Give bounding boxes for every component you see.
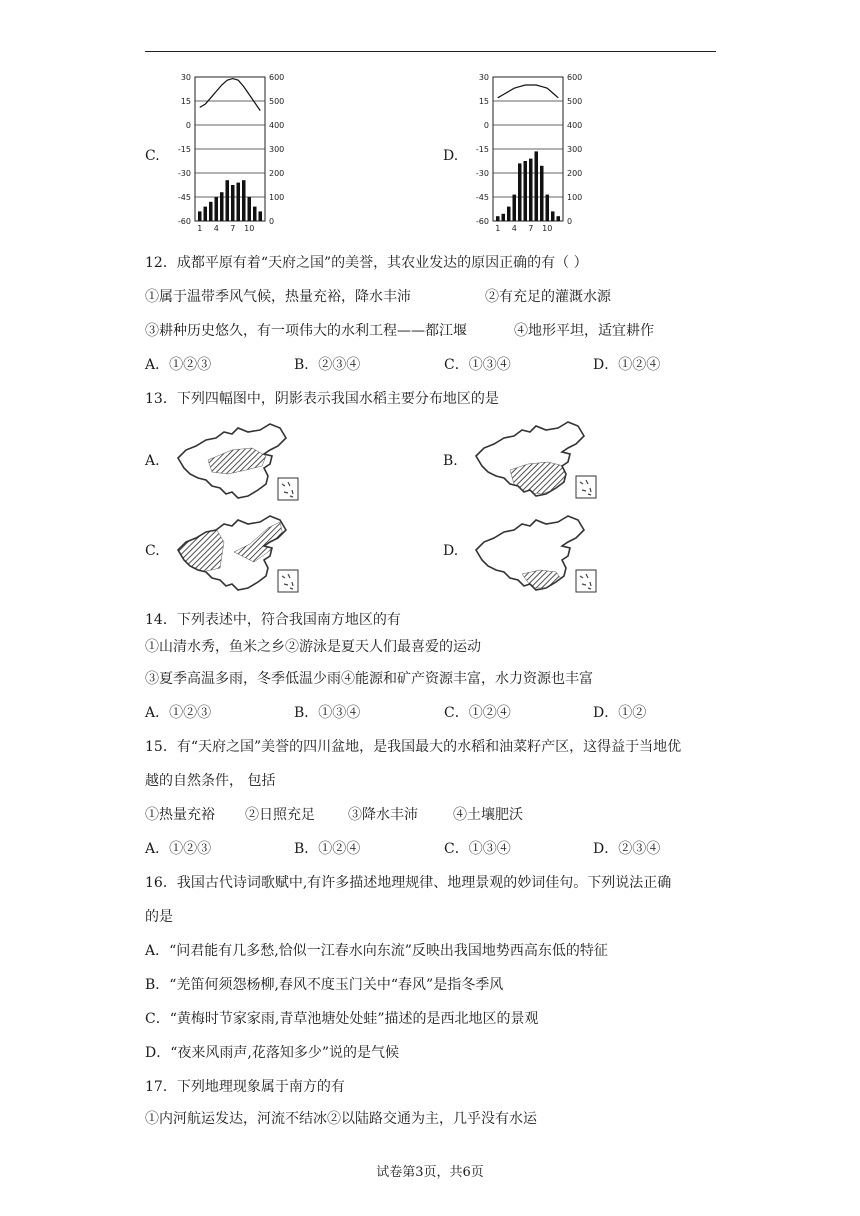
chart-c-precip-tick: 100 <box>269 193 285 202</box>
chart-c-precip-bar <box>258 211 262 221</box>
china-map-b <box>470 418 600 503</box>
map-b-inset-box <box>576 476 596 498</box>
china-map-a <box>172 420 302 505</box>
chart-c-precip-bar <box>220 192 224 221</box>
chart-d-precip-bar <box>523 161 527 221</box>
q14-stem: 14．下列表述中，符合我国南方地区的有 <box>145 612 401 628</box>
chart-d-month-tick: 7 <box>528 224 534 233</box>
chart-c-precip-bar <box>203 207 207 221</box>
q12-option-c[interactable]: C．①③④ <box>444 357 511 373</box>
chart-c-temp-tick: -45 <box>177 193 191 202</box>
q17-stem: 17．下列地理现象属于南方的有 <box>145 1079 345 1095</box>
chart-c-temp-tick: 30 <box>180 73 191 82</box>
q15-stem-line-2: 越的自然条件， 包括 <box>145 773 276 789</box>
q13-option-a[interactable]: A. <box>145 453 160 469</box>
q12-statement-4: ④地形平坦，适宜耕作 <box>514 323 654 339</box>
chart-d-precip-bar <box>529 159 533 221</box>
q15-factor-2: ②日照充足 <box>245 807 315 823</box>
chart-c-precip-bar <box>198 211 202 221</box>
chart-d-temp-tick: 0 <box>483 121 489 130</box>
chart-c-temp-tick: 15 <box>180 97 191 106</box>
q16-option-c[interactable]: C．“黄梅时节家家雨,青草池塘处处蛙”描述的是西北地区的景观 <box>145 1011 539 1027</box>
chart-c-precip-bar <box>225 180 229 221</box>
q13-stem: 13．下列四幅图中，阴影表示我国水稻主要分布地区的是 <box>145 391 499 407</box>
q15-option-b[interactable]: B．①②④ <box>294 841 361 857</box>
chart-d-precip-bar <box>501 214 505 221</box>
chart-d-temp-line <box>498 85 559 98</box>
q16-stem-line-2: 的是 <box>145 909 173 925</box>
chart-d-temp-tick: 30 <box>478 73 489 82</box>
chart-d-month-tick: 1 <box>495 224 501 233</box>
map-a-inset-box <box>278 478 298 500</box>
chart-d-precip-bar <box>551 211 555 221</box>
chart-c-month-tick: 7 <box>230 224 236 233</box>
chart-c-precip-tick: 500 <box>269 97 285 106</box>
chart-c-month-tick: 1 <box>197 224 203 233</box>
chart-c-temp-tick: -15 <box>177 145 191 154</box>
chart-c-temp-tick: -30 <box>177 169 191 178</box>
chart-c-precip-bar <box>253 207 257 221</box>
q11-option-c-label: C. <box>145 148 160 164</box>
chart-d-temp-tick: -15 <box>475 145 489 154</box>
q15-option-c[interactable]: C．①③④ <box>444 841 511 857</box>
q17-statements-1: ①内河航运发达，河流不结冰②以陆路交通为主，几乎没有水运 <box>145 1111 537 1127</box>
chart-d-temp-tick: -45 <box>475 193 489 202</box>
q13-option-c[interactable]: C. <box>145 543 160 559</box>
q13-option-b[interactable]: B. <box>443 453 458 469</box>
q12-statement-1: ①属于温带季风气候，热量充裕，降水丰沛 <box>145 289 411 305</box>
chart-c-precip-bar <box>247 197 251 221</box>
q16-stem-line-1: 16．我国古代诗词歌赋中,有许多描述地理规律、地理景观的妙词佳句。下列说法正确 <box>145 875 672 891</box>
q14-option-b[interactable]: B．①③④ <box>294 705 361 721</box>
chart-d-precip-tick: 0 <box>567 217 573 226</box>
chart-d-temp-tick: 15 <box>478 97 489 106</box>
chart-c-precip-tick: 0 <box>269 217 275 226</box>
map-d-inset-box <box>576 570 596 592</box>
q12-statement-3: ③耕种历史悠久，有一项伟大的水利工程——都江堰 <box>145 323 467 339</box>
chart-d-precip-bar <box>518 163 522 221</box>
chart-d-temp-tick: -30 <box>475 169 489 178</box>
chart-d-temp-tick: -60 <box>475 217 489 226</box>
chart-d-precip-bar <box>496 216 500 221</box>
chart-d-precip-bar <box>540 166 544 221</box>
q14-option-c[interactable]: C．①②④ <box>444 705 511 721</box>
chart-d-precip-bar <box>556 216 560 221</box>
chart-c-precip-bar <box>242 180 246 221</box>
chart-c-precip-bar <box>214 197 218 221</box>
chart-c-precip-bar <box>236 183 240 221</box>
q14-option-d[interactable]: D．①② <box>593 705 647 721</box>
chart-d-precip-bar <box>507 207 511 221</box>
chart-d-precip-bar <box>534 151 538 221</box>
chart-d-precip-tick: 100 <box>567 193 583 202</box>
q15-factor-1: ①热量充裕 <box>145 807 215 823</box>
page-footer: 试卷第3页，共6页 <box>376 1165 484 1180</box>
q14-statements-1: ①山清水秀，鱼米之乡②游泳是夏天人们最喜爱的运动 <box>145 639 481 655</box>
chart-d-precip-tick: 600 <box>567 73 583 82</box>
chart-d-month-tick: 10 <box>542 224 553 233</box>
q12-option-b[interactable]: B．②③④ <box>294 357 361 373</box>
chart-c-precip-bar <box>209 202 213 221</box>
q15-option-a[interactable]: A．①②③ <box>145 841 212 857</box>
q12-stem: 12．成都平原有着“天府之国”的美誉，其农业发达的原因正确的有（ ） <box>145 255 588 271</box>
chart-d-precip-tick: 500 <box>567 97 583 106</box>
chart-d-month-tick: 4 <box>511 224 517 233</box>
chart-c-month-tick: 10 <box>244 224 255 233</box>
q15-factor-4: ④土壤肥沃 <box>453 807 523 823</box>
china-map-d <box>470 512 600 597</box>
chart-c-temp-tick: 0 <box>185 121 191 130</box>
q16-option-d[interactable]: D．“夜来风雨声,花落知多少”说的是气候 <box>145 1045 399 1061</box>
chart-c-precip-tick: 400 <box>269 121 285 130</box>
q12-option-a[interactable]: A．①②③ <box>145 357 212 373</box>
chart-c-month-tick: 4 <box>213 224 219 233</box>
chart-c-temp-line <box>200 79 261 111</box>
chart-c-precip-tick: 600 <box>269 73 285 82</box>
q15-stem-line-1: 15．有“天府之国”美誉的四川盆地，是我国最大的水稻和油菜籽产区，这得益于当地优 <box>145 739 682 755</box>
chart-c-precip-tick: 300 <box>269 145 285 154</box>
chart-c-precip-bar <box>231 185 235 221</box>
chart-d-precip-tick: 300 <box>567 145 583 154</box>
chart-d-precip-tick: 400 <box>567 121 583 130</box>
climate-chart-c <box>170 70 290 235</box>
q12-statement-2: ②有充足的灌溉水源 <box>485 289 611 305</box>
chart-c-temp-tick: -60 <box>177 217 191 226</box>
chart-c-precip-tick: 200 <box>269 169 285 178</box>
climate-chart-d <box>468 70 588 235</box>
q11-option-d-label: D. <box>443 148 459 164</box>
chart-d-precip-tick: 200 <box>567 169 583 178</box>
china-map-c <box>172 512 302 597</box>
chart-d-precip-bar <box>545 195 549 221</box>
q15-factor-3: ③降水丰沛 <box>348 807 418 823</box>
chart-d-precip-bar <box>512 195 516 221</box>
q13-option-d[interactable]: D. <box>443 543 459 559</box>
header-rule <box>145 51 716 52</box>
q14-statements-2: ③夏季高温多雨，冬季低温少雨④能源和矿产资源丰富，水力资源也丰富 <box>145 671 593 687</box>
q14-option-a[interactable]: A．①②③ <box>145 705 212 721</box>
q12-option-d[interactable]: D．①②④ <box>593 357 661 373</box>
q16-option-a[interactable]: A．“问君能有几多愁,恰似一江春水向东流”反映出我国地势西高东低的特征 <box>145 943 608 959</box>
q16-option-b[interactable]: B．“羌笛何须怨杨柳,春风不度玉门关中“春风”是指冬季风 <box>145 977 504 993</box>
map-c-inset-box <box>278 570 298 592</box>
q15-option-d[interactable]: D．②③④ <box>593 841 661 857</box>
